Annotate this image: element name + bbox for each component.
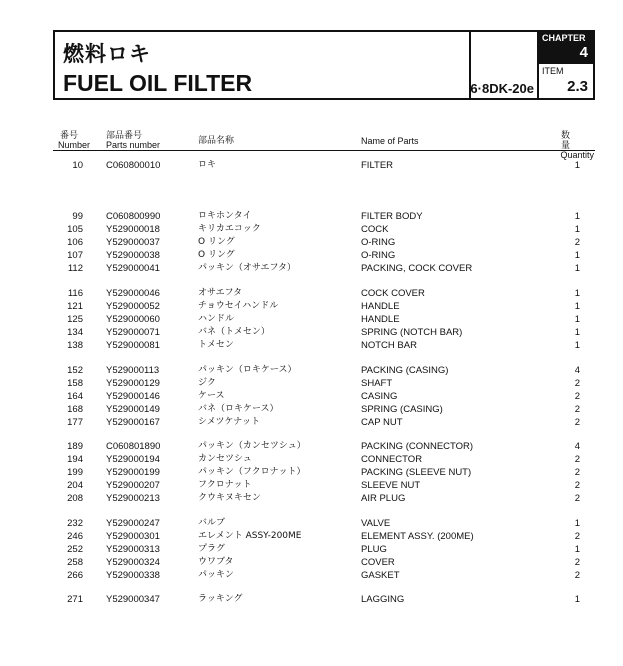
part-number: Y529000018 bbox=[106, 224, 160, 235]
column-header-part-number-jp: 部品番号 bbox=[106, 130, 143, 140]
part-name: CONNECTOR bbox=[361, 454, 423, 465]
part-number: Y529000071 bbox=[106, 327, 160, 338]
part-name: HANDLE bbox=[361, 314, 400, 325]
column-header-quantity-jp: 数量 bbox=[560, 130, 570, 150]
part-number: Y529000081 bbox=[106, 340, 160, 351]
part-number: Y529000338 bbox=[106, 570, 160, 581]
part-number: Y529000347 bbox=[106, 594, 160, 605]
part-name-japanese: クウキヌキセン bbox=[198, 493, 261, 503]
part-index: 134 bbox=[67, 327, 83, 338]
part-index: 252 bbox=[67, 544, 83, 555]
column-header-number-jp: 番号 bbox=[60, 130, 79, 140]
part-quantity: 2 bbox=[574, 467, 580, 478]
part-number: Y529000038 bbox=[106, 250, 160, 261]
part-name: PACKING (SLEEVE NUT) bbox=[361, 467, 472, 478]
title-cell bbox=[55, 32, 469, 98]
part-name-japanese: ラッキング bbox=[198, 594, 243, 604]
part-name: SHAFT bbox=[361, 378, 393, 389]
part-name-japanese: トメセン bbox=[198, 340, 234, 350]
part-name: SLEEVE NUT bbox=[361, 480, 421, 491]
part-quantity: 1 bbox=[574, 263, 580, 274]
part-number: Y529000199 bbox=[106, 467, 160, 478]
part-name-japanese: パッキン（フクロナット） bbox=[198, 467, 306, 477]
part-name: NOTCH BAR bbox=[361, 340, 417, 351]
part-name-japanese: ロキホンタイ bbox=[198, 211, 252, 221]
part-index: 107 bbox=[67, 250, 83, 261]
part-number: Y529000324 bbox=[106, 557, 160, 568]
part-name: O-RING bbox=[361, 237, 396, 248]
part-number: Y529000207 bbox=[106, 480, 160, 491]
part-name: FILTER BODY bbox=[361, 211, 423, 222]
part-name-japanese: プラグ bbox=[198, 544, 226, 554]
part-name: PACKING (CASING) bbox=[361, 365, 449, 376]
part-quantity: 1 bbox=[574, 314, 580, 325]
column-header-part-number-en: Parts number bbox=[106, 140, 161, 150]
part-name-japanese: ウワブタ bbox=[198, 557, 234, 567]
column-header-quantity bbox=[553, 130, 594, 160]
part-name-japanese: オサエフタ bbox=[198, 288, 243, 298]
part-quantity: 2 bbox=[574, 391, 580, 402]
item-number: 2.3 bbox=[567, 78, 588, 95]
part-name-japanese: ロキ bbox=[198, 160, 217, 170]
part-name-japanese: エレメント ASSY-200ME bbox=[198, 531, 302, 541]
part-name: PACKING, COCK COVER bbox=[361, 263, 473, 274]
part-name: VALVE bbox=[361, 518, 391, 529]
part-index: 177 bbox=[67, 417, 83, 428]
part-number: Y529000037 bbox=[106, 237, 160, 248]
part-index: 189 bbox=[67, 441, 83, 452]
part-quantity: 1 bbox=[574, 544, 580, 555]
page-title-japanese: 燃料ロキ bbox=[63, 42, 151, 66]
part-name-japanese: パッキン（ロキケース） bbox=[198, 365, 297, 375]
part-index: 164 bbox=[67, 391, 83, 402]
part-number: C060800990 bbox=[106, 211, 161, 222]
part-quantity: 1 bbox=[574, 301, 580, 312]
table-row bbox=[0, 556, 623, 569]
part-quantity: 1 bbox=[574, 327, 580, 338]
part-quantity: 1 bbox=[574, 340, 580, 351]
part-name-japanese: カンセツシュ bbox=[198, 454, 252, 464]
part-quantity: 1 bbox=[574, 160, 580, 171]
column-header-quantity-en: Quantity bbox=[560, 150, 594, 160]
part-index: 258 bbox=[67, 557, 83, 568]
part-name-japanese: バネ（トメセン） bbox=[198, 327, 270, 337]
page-header bbox=[53, 30, 595, 100]
part-quantity: 2 bbox=[574, 570, 580, 581]
table-row bbox=[0, 543, 623, 556]
part-name: COCK bbox=[361, 224, 389, 235]
part-name-japanese: パッキン（オサエフタ） bbox=[198, 263, 296, 273]
column-header-name-en: Name of Parts bbox=[361, 136, 419, 146]
part-name-japanese: ハンドル bbox=[198, 314, 235, 324]
part-quantity: 1 bbox=[574, 518, 580, 529]
part-index: 10 bbox=[72, 160, 83, 171]
part-name: PACKING (CONNECTOR) bbox=[361, 441, 474, 452]
chapter-number: 4 bbox=[579, 44, 588, 61]
column-header-name-jp: 部品名称 bbox=[198, 135, 235, 145]
part-quantity: 2 bbox=[574, 531, 580, 542]
table-row bbox=[0, 593, 623, 606]
table-row bbox=[0, 453, 623, 466]
part-number: Y529000046 bbox=[106, 288, 160, 299]
part-index: 105 bbox=[67, 224, 83, 235]
part-index: 246 bbox=[67, 531, 83, 542]
part-name-japanese: パッキン bbox=[198, 570, 234, 580]
part-index: 199 bbox=[67, 467, 83, 478]
part-name: COVER bbox=[361, 557, 395, 568]
part-index: 152 bbox=[67, 365, 83, 376]
table-row bbox=[0, 466, 623, 479]
part-name-japanese: チョウセイハンドル bbox=[198, 301, 279, 311]
part-index: 112 bbox=[67, 263, 83, 274]
part-number: Y529000213 bbox=[106, 493, 160, 504]
part-name-japanese: パッキン（カンセツシュ） bbox=[198, 441, 306, 451]
part-name-japanese: バルブ bbox=[198, 518, 226, 528]
part-quantity: 2 bbox=[574, 454, 580, 465]
part-number: Y529000129 bbox=[106, 378, 160, 389]
part-name: SPRING (CASING) bbox=[361, 404, 443, 415]
part-number: Y529000301 bbox=[106, 531, 160, 542]
part-name: CAP NUT bbox=[361, 417, 403, 428]
table-row bbox=[0, 287, 623, 300]
part-quantity: 2 bbox=[574, 237, 580, 248]
part-name-japanese: ケース bbox=[198, 391, 225, 401]
table-row bbox=[0, 210, 623, 223]
table-row bbox=[0, 377, 623, 390]
part-quantity: 2 bbox=[574, 493, 580, 504]
column-header-number bbox=[58, 130, 90, 150]
part-number: Y529000041 bbox=[106, 263, 160, 274]
table-row bbox=[0, 339, 623, 352]
table-row bbox=[0, 262, 623, 275]
part-name: COCK COVER bbox=[361, 288, 425, 299]
page-title: FUEL OIL FILTER bbox=[63, 70, 253, 96]
part-index: 99 bbox=[72, 211, 83, 222]
part-number: Y529000052 bbox=[106, 301, 160, 312]
part-number: Y529000113 bbox=[106, 365, 160, 376]
table-row bbox=[0, 440, 623, 453]
part-quantity: 2 bbox=[574, 480, 580, 491]
part-number: Y529000194 bbox=[106, 454, 160, 465]
part-quantity: 1 bbox=[574, 224, 580, 235]
table-row bbox=[0, 364, 623, 377]
part-name-japanese: キリカエコック bbox=[198, 224, 261, 234]
part-name: AIR PLUG bbox=[361, 493, 406, 504]
part-index: 204 bbox=[67, 480, 83, 491]
part-name: FILTER bbox=[361, 160, 394, 171]
part-name-japanese: フクロナット bbox=[198, 480, 252, 490]
part-name-japanese: O リング bbox=[198, 237, 235, 247]
part-index: 121 bbox=[67, 301, 83, 312]
part-name: GASKET bbox=[361, 570, 400, 581]
part-index: 168 bbox=[67, 404, 83, 415]
part-index: 271 bbox=[67, 594, 83, 605]
part-index: 158 bbox=[67, 378, 83, 389]
part-name: ELEMENT ASSY. (200ME) bbox=[361, 531, 474, 542]
part-number: Y529000149 bbox=[106, 404, 160, 415]
column-header-number-en: Number bbox=[58, 140, 91, 150]
table-row bbox=[0, 390, 623, 403]
part-index: 208 bbox=[67, 493, 83, 504]
part-name: O-RING bbox=[361, 250, 396, 261]
item-label: ITEM bbox=[542, 66, 564, 76]
part-quantity: 1 bbox=[574, 211, 580, 222]
table-row bbox=[0, 159, 623, 172]
part-number: C060801890 bbox=[106, 441, 161, 452]
part-name: CASING bbox=[361, 391, 398, 402]
part-quantity: 2 bbox=[574, 404, 580, 415]
chapter-box bbox=[539, 32, 593, 64]
table-row bbox=[0, 249, 623, 262]
part-quantity: 2 bbox=[574, 378, 580, 389]
part-index: 106 bbox=[67, 237, 83, 248]
table-row bbox=[0, 530, 623, 543]
table-row bbox=[0, 517, 623, 530]
part-index: 232 bbox=[67, 518, 83, 529]
part-quantity: 1 bbox=[574, 594, 580, 605]
part-name: LAGGING bbox=[361, 594, 405, 605]
column-header-part-number bbox=[106, 130, 160, 150]
part-name-japanese: シメツケナット bbox=[198, 417, 261, 427]
part-quantity: 2 bbox=[574, 557, 580, 568]
engine-model-cell bbox=[469, 32, 537, 98]
part-quantity: 1 bbox=[574, 288, 580, 299]
part-name-japanese: O リング bbox=[198, 250, 235, 260]
part-number: Y529000146 bbox=[106, 391, 160, 402]
part-number: C060800010 bbox=[106, 160, 161, 171]
table-row bbox=[0, 313, 623, 326]
part-number: Y529000167 bbox=[106, 417, 160, 428]
part-number: Y529000060 bbox=[106, 314, 160, 325]
part-index: 138 bbox=[67, 340, 83, 351]
table-row bbox=[0, 300, 623, 313]
chapter-item-cell bbox=[537, 32, 593, 98]
header-rule bbox=[53, 150, 595, 151]
part-index: 125 bbox=[67, 314, 83, 325]
part-name: PLUG bbox=[361, 544, 387, 555]
part-name-japanese: バネ（ロキケース） bbox=[198, 404, 279, 414]
part-index: 266 bbox=[67, 570, 83, 581]
part-quantity: 4 bbox=[574, 441, 580, 452]
table-row bbox=[0, 479, 623, 492]
table-row bbox=[0, 223, 623, 236]
part-name-japanese: ジク bbox=[198, 378, 216, 388]
part-index: 116 bbox=[67, 288, 83, 299]
table-row bbox=[0, 569, 623, 582]
part-number: Y529000247 bbox=[106, 518, 160, 529]
part-name: SPRING (NOTCH BAR) bbox=[361, 327, 463, 338]
chapter-label: CHAPTER bbox=[542, 33, 586, 43]
part-name: HANDLE bbox=[361, 301, 400, 312]
part-number: Y529000313 bbox=[106, 544, 160, 555]
part-quantity: 4 bbox=[574, 365, 580, 376]
table-row bbox=[0, 403, 623, 416]
table-row bbox=[0, 416, 623, 429]
part-index: 194 bbox=[67, 454, 83, 465]
part-quantity: 1 bbox=[574, 250, 580, 261]
part-quantity: 2 bbox=[574, 417, 580, 428]
table-row bbox=[0, 236, 623, 249]
table-row bbox=[0, 492, 623, 505]
engine-model: 6·8DK-20e bbox=[470, 81, 534, 96]
table-row bbox=[0, 326, 623, 339]
